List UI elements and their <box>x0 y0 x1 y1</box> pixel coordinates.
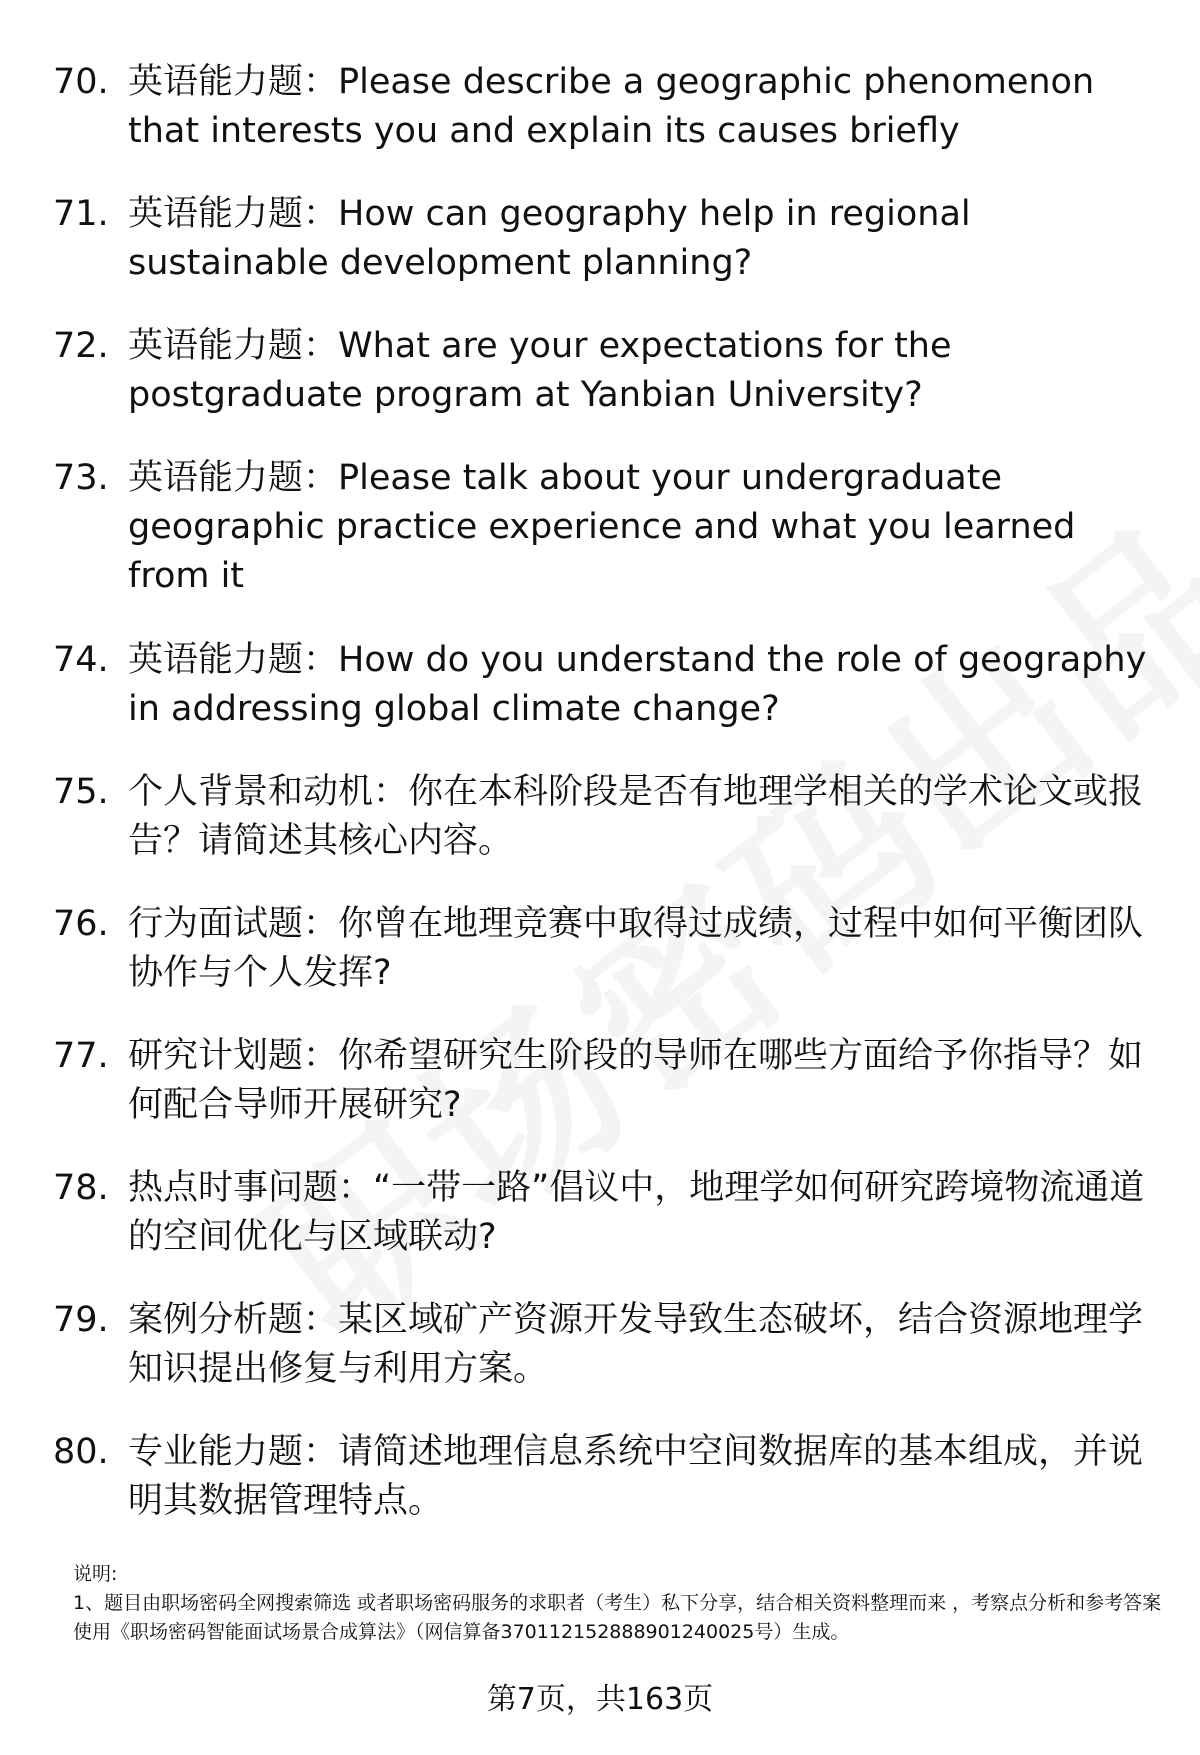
question-text: 英语能力题：Please describe a geographic phenomenon that interests you and explain its causes briefly <box>128 62 1095 151</box>
question-item <box>53 1296 1163 1428</box>
question-number: 80. <box>53 1432 109 1472</box>
question-text: 英语能力题：How do you understand the role of geography in addressing global climate change? <box>128 640 1147 729</box>
note-section <box>73 1560 1163 1647</box>
question-item <box>53 1032 1163 1164</box>
question-text: 案例分析题：某区域矿产资源开发导致生态破坏，结合资源地理学知识提出修复与利用方案。 <box>128 1300 1144 1389</box>
question-item <box>53 58 1163 190</box>
question-number: 77. <box>53 1036 109 1076</box>
note-text: 1、题目由职场密码全网搜索筛选 或者职场密码服务的求职者（考生）私下分享，结合相关资料整理而来 ，考察点分析和参考答案使用《职场密码智能面试场景合成算法》（网信算备370112152888901240025号）生成。 <box>73 1592 1162 1643</box>
question-text: 研究计划题：你希望研究生阶段的导师在哪些方面给予你指导？如何配合导师开展研究? <box>128 1036 1144 1125</box>
question-text: 热点时事问题：“一带一路”倡议中，地理学如何研究跨境物流通道的空间优化与区域联动? <box>128 1168 1145 1257</box>
question-number: 76. <box>53 904 109 944</box>
question-number: 78. <box>53 1168 109 1208</box>
question-text: 英语能力题：What are your expectations for the postgraduate program at Yanbian University? <box>128 326 952 415</box>
question-number: 72. <box>53 326 109 366</box>
question-number: 73. <box>53 458 109 498</box>
question-text: 专业能力题：请简述地理信息系统中空间数据库的基本组成，并说明其数据管理特点。 <box>128 1432 1144 1521</box>
note-title: 说明: <box>73 1563 118 1585</box>
question-item <box>53 1428 1163 1528</box>
question-number: 79. <box>53 1300 109 1340</box>
question-item <box>53 454 1163 636</box>
question-number: 74. <box>53 640 109 680</box>
question-item <box>53 636 1163 768</box>
question-text: 英语能力题：How can geography help in regional sustainable development planning? <box>128 194 971 283</box>
question-item <box>53 322 1163 454</box>
question-item <box>53 190 1163 322</box>
question-number: 70. <box>53 62 109 102</box>
question-item <box>53 900 1163 1032</box>
question-text: 个人背景和动机：你在本科阶段是否有地理学相关的学术论文或报告？请简述其核心内容。 <box>128 772 1144 861</box>
question-number: 71. <box>53 194 109 234</box>
question-list <box>53 58 1163 1528</box>
question-item <box>53 1164 1163 1296</box>
question-text: 英语能力题：Please talk about your undergraduate geographic practice experience and what you learned from it <box>128 458 1076 596</box>
question-text: 行为面试题：你曾在地理竞赛中取得过成绩，过程中如何平衡团队协作与个人发挥? <box>128 904 1144 993</box>
page-footer: 第7页，共163页 <box>486 1682 714 1717</box>
question-number: 75. <box>53 772 109 812</box>
question-item <box>53 768 1163 900</box>
